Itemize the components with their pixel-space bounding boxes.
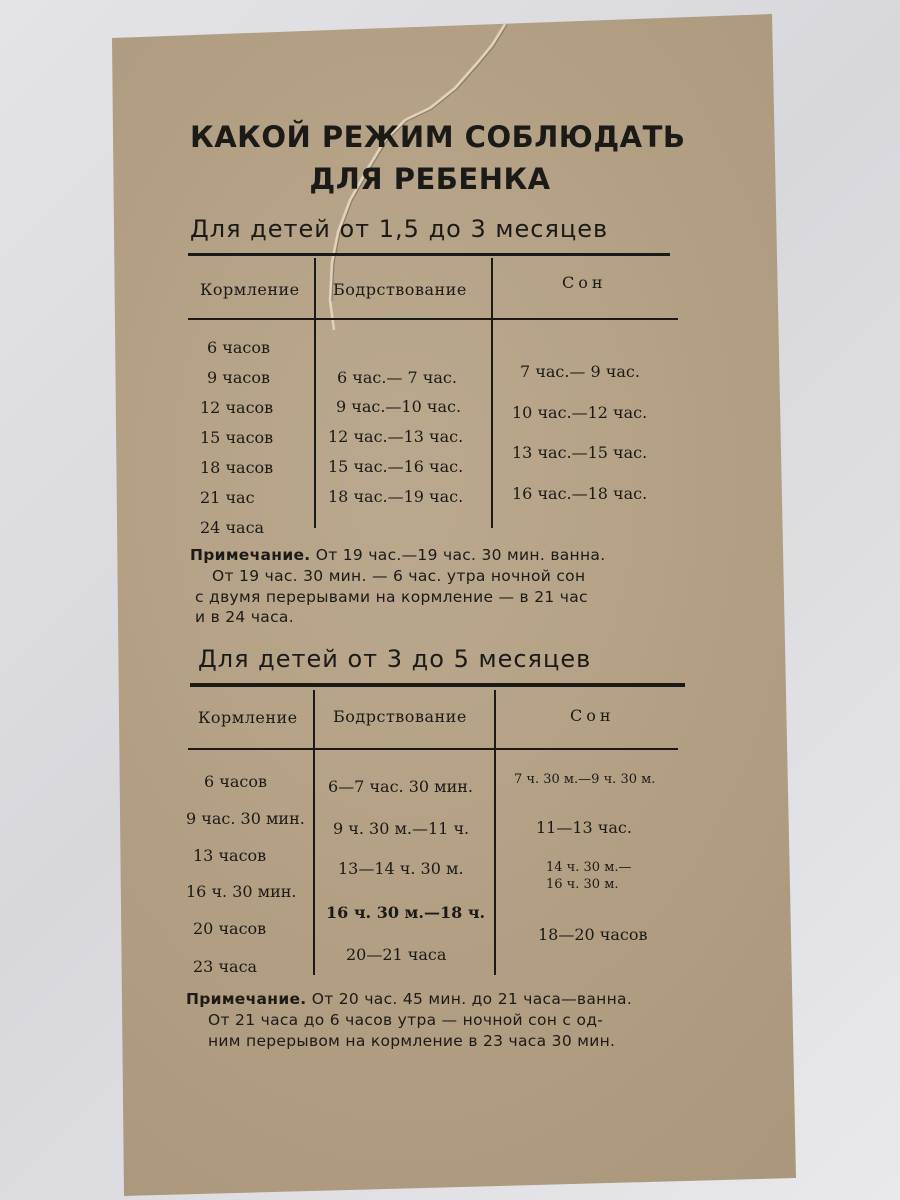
section2-header-waking: Бодрствование xyxy=(333,707,467,726)
section1-waking-2: 9 час.—10 час. xyxy=(336,397,462,416)
section2-note-line-3: ним перерывом на кормление в 23 часа 30 мин. xyxy=(208,1032,616,1050)
section2-sleep-3b: 16 ч. 30 м. xyxy=(546,877,619,892)
section1-feeding-3: 12 часов xyxy=(200,398,274,417)
section2-note-line-1 xyxy=(186,989,632,1009)
section1-note-label: Примечание. xyxy=(190,546,311,564)
section1-header-sleep: Сон xyxy=(562,273,607,292)
section1-note-text-1: От 19 час.—19 час. 30 мин. ванна. xyxy=(315,546,606,564)
section1-waking-3: 12 час.—13 час. xyxy=(328,427,464,446)
section1-feeding-2: 9 часов xyxy=(207,368,270,387)
section1-feeding-4: 15 часов xyxy=(200,428,274,447)
title-line-2: ДЛЯ РЕБЕНКА xyxy=(309,162,551,196)
section1-header-rule xyxy=(188,318,678,320)
section1-note-line-4: и в 24 часа. xyxy=(195,608,294,626)
section2-note-label: Примечание. xyxy=(186,990,307,1008)
section2-feeding-5: 20 часов xyxy=(193,919,267,938)
section2-divider-1 xyxy=(313,690,315,975)
section2-waking-4: 16 ч. 30 м.—18 ч. xyxy=(326,903,486,922)
section1-waking-1: 6 час.— 7 час. xyxy=(337,368,457,387)
section2-feeding-4: 16 ч. 30 мин. xyxy=(186,882,297,901)
section2-heading: Для детей от 3 до 5 месяцев xyxy=(198,645,592,673)
section2-feeding-1: 6 часов xyxy=(204,772,267,791)
section2-note-line-2: От 21 часа до 6 часов утра — ночной сон с од- xyxy=(208,1011,604,1029)
section2-sleep-2: 11—13 час. xyxy=(536,818,632,837)
section2-sleep-1: 7 ч. 30 м.—9 ч. 30 м. xyxy=(514,772,656,787)
section1-sleep-4: 16 час.—18 час. xyxy=(512,484,648,503)
section1-sleep-1: 7 час.— 9 час. xyxy=(520,362,640,381)
section1-divider-2 xyxy=(491,258,493,528)
section1-divider-1 xyxy=(314,258,316,528)
section1-sleep-3: 13 час.—15 час. xyxy=(512,443,648,462)
section2-sleep-4: 18—20 часов xyxy=(538,925,648,944)
title-line-1: КАКОЙ РЕЖИМ СОБЛЮДАТЬ xyxy=(190,120,686,154)
section1-header-feeding: Кормление xyxy=(200,280,300,299)
section1-waking-4: 15 час.—16 час. xyxy=(328,457,464,476)
section1-top-rule xyxy=(188,253,670,256)
section1-header-waking: Бодрствование xyxy=(333,280,467,299)
section2-header-feeding: Кормление xyxy=(198,708,298,727)
section2-waking-1: 6—7 час. 30 мин. xyxy=(328,777,473,796)
section1-sleep-2: 10 час.—12 час. xyxy=(512,403,648,422)
section1-feeding-7: 24 часа xyxy=(200,518,265,537)
section2-waking-3: 13—14 ч. 30 м. xyxy=(338,859,464,878)
section2-top-rule xyxy=(190,683,685,687)
section2-feeding-3: 13 часов xyxy=(193,846,267,865)
section1-feeding-1: 6 часов xyxy=(207,338,270,357)
section1-feeding-5: 18 часов xyxy=(200,458,274,477)
section2-feeding-2: 9 час. 30 мин. xyxy=(186,809,305,828)
section2-waking-2: 9 ч. 30 м.—11 ч. xyxy=(333,819,470,838)
section2-header-rule xyxy=(188,748,678,750)
section1-heading: Для детей от 1,5 до 3 месяцев xyxy=(190,215,609,243)
section1-feeding-6: 21 час xyxy=(200,488,255,507)
section2-waking-5: 20—21 часа xyxy=(346,945,447,964)
section1-note-line-1 xyxy=(190,545,605,565)
section1-note-line-3: с двумя перерывами на кормление — в 21 час xyxy=(195,588,588,606)
section1-waking-5: 18 час.—19 час. xyxy=(328,487,464,506)
section2-feeding-6: 23 часа xyxy=(193,957,258,976)
section1-note-line-2: От 19 час. 30 мин. — 6 час. утра ночной сон xyxy=(212,567,586,585)
section2-header-sleep: Сон xyxy=(570,706,615,725)
section2-sleep-3a: 14 ч. 30 м.— xyxy=(546,860,632,875)
section2-note-text-1: От 20 час. 45 мин. до 21 часа—ванна. xyxy=(311,990,633,1008)
section2-divider-2 xyxy=(494,690,496,975)
